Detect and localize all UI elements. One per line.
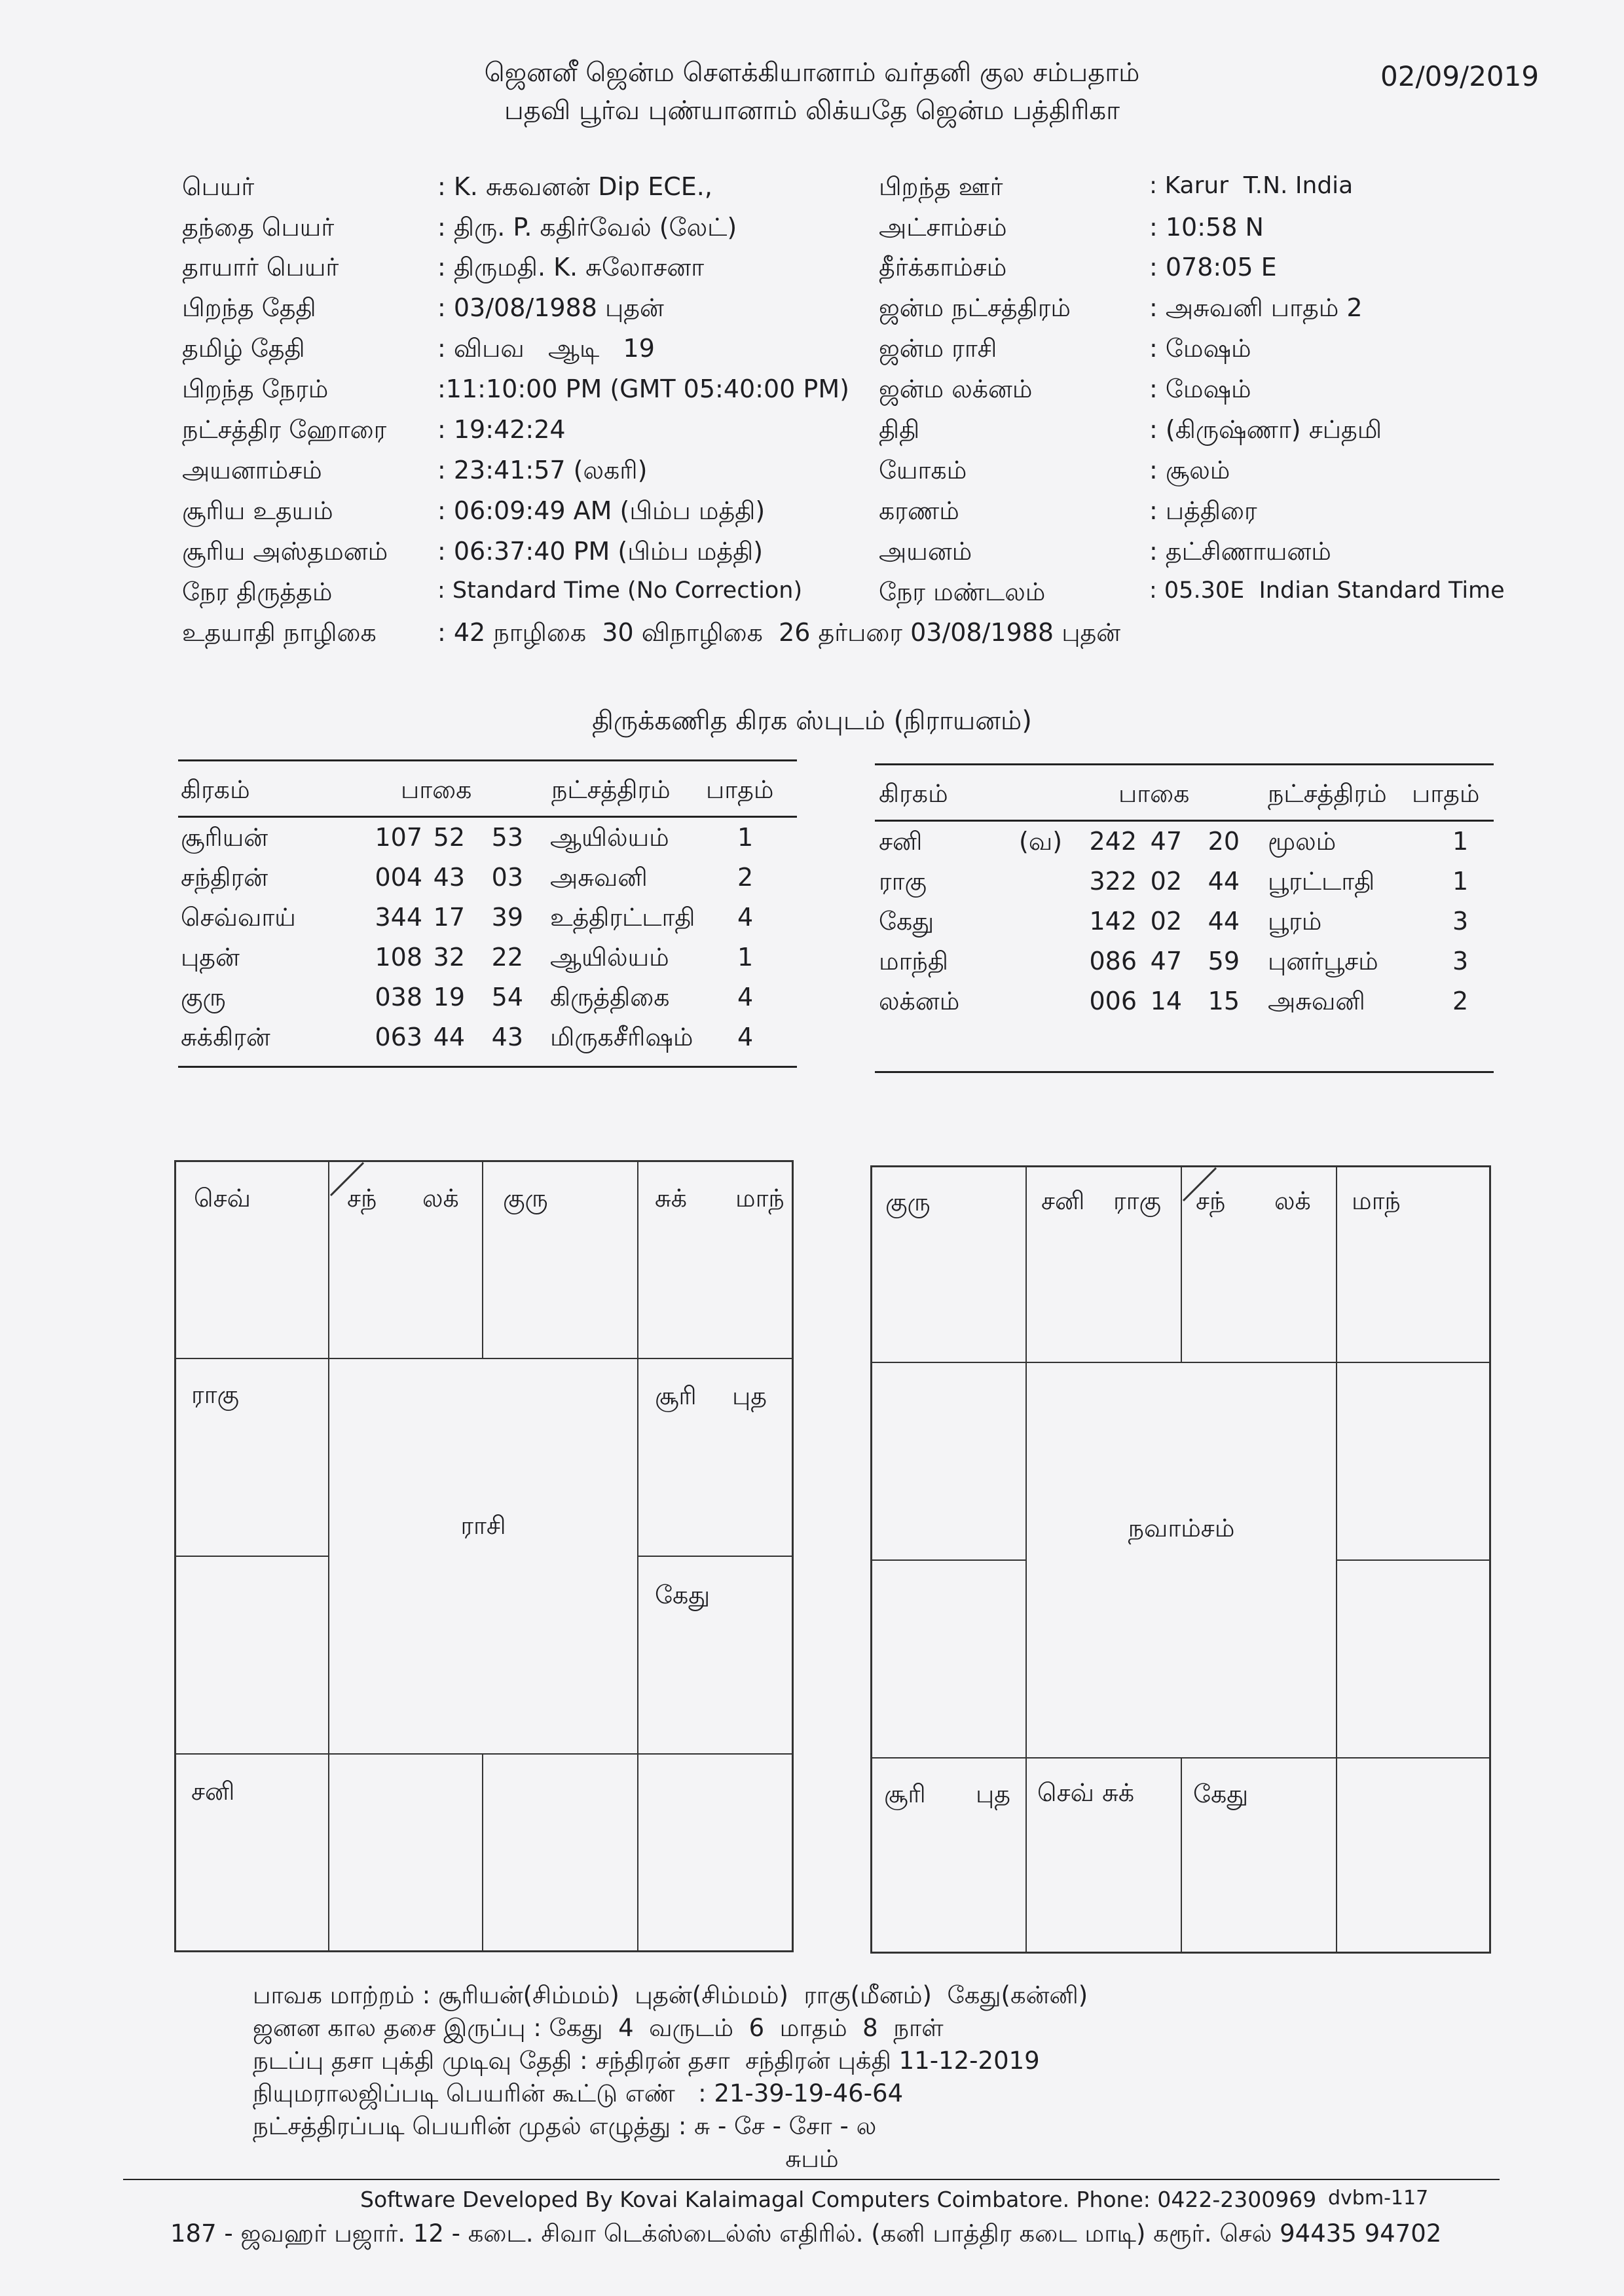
- house-virgo: [1336, 1757, 1491, 1954]
- bhava-change: பாவக மாற்றம் : சூரியன்(சிம்மம்) புதன்(சிம்மம்) ராகு(மீனம்) கேது(கன்னி): [253, 1981, 1088, 2009]
- degree-m: 43: [433, 863, 465, 892]
- planet-name: சந்திரன்: [181, 863, 268, 892]
- star-name: மூலம்: [1268, 827, 1337, 856]
- col-header-planet: கிரகம்: [181, 775, 250, 804]
- rasi-pisces-planets: செவ்: [194, 1184, 251, 1212]
- detail-value: : மேஷம்: [1149, 334, 1251, 363]
- house-capricorn: [174, 1556, 329, 1755]
- degree-s: 22: [491, 943, 523, 972]
- header-line-1: ஜெனனீ ஜென்ம செளக்கியானாம் வர்தனி குல சம்பதாம்: [484, 58, 1140, 88]
- degree-s: 15: [1208, 987, 1240, 1015]
- navamsa-center: [1025, 1362, 1337, 1758]
- detail-value: : Standard Time (No Correction): [437, 577, 803, 604]
- degree-d: 086: [1089, 947, 1137, 975]
- degree-d: 107: [375, 823, 422, 852]
- detail-label: சூரிய அஸ்தமனம்: [182, 537, 388, 566]
- current-dasa: நடப்பு தசா புக்தி முடிவு தேதி : சந்திரன் தசா சந்திரன் புக்தி 11-12-2019: [253, 2047, 1040, 2075]
- navamsa-sagittarius-planet-1: சூரி: [884, 1779, 926, 1808]
- degree-d: 108: [375, 943, 422, 972]
- table-rule: [178, 816, 797, 818]
- pada-value: 1: [1452, 827, 1469, 856]
- detail-value: :11:10:00 PM (GMT 05:40:00 PM): [437, 374, 849, 403]
- detail-value: : அசுவனி பாதம் 2: [1149, 293, 1363, 322]
- degree-d: 344: [375, 903, 422, 932]
- degree-d: 142: [1089, 907, 1137, 936]
- detail-value: : மேஷம்: [1149, 374, 1251, 403]
- rasi-aries-planet-2: லக்: [422, 1184, 459, 1212]
- software-credit: Software Developed By Kovai Kalaimagal Computers Coimbatore. Phone: 0422-2300969: [360, 2187, 1317, 2212]
- table-rule: [178, 759, 797, 761]
- detail-label: அயனாம்சம்: [182, 456, 322, 484]
- detail-label: திதி: [879, 415, 920, 444]
- house-scorpio: [328, 1753, 483, 1952]
- rasi-leo-planets: கேது: [655, 1580, 710, 1609]
- house-cancer: [1336, 1362, 1491, 1561]
- pada-value: 2: [1452, 987, 1469, 1015]
- detail-label: தீர்க்காம்சம்: [879, 253, 1007, 282]
- detail-value: : விபவ ஆடி 19: [437, 334, 655, 363]
- planet-name: மாந்தி: [879, 947, 948, 975]
- detail-label: நேர திருத்தம்: [182, 577, 333, 606]
- rasi-cancer-planet-1: சூரி: [655, 1381, 697, 1410]
- table-rule: [875, 820, 1494, 822]
- pada-value: 4: [737, 1023, 754, 1051]
- pada-value: 3: [1452, 907, 1469, 936]
- degree-m: 47: [1150, 827, 1182, 856]
- navamsa-libra-planets: கேது: [1193, 1779, 1249, 1808]
- detail-label: பிறந்த தேதி: [182, 293, 316, 322]
- navamsa-sagittarius-planet-2: புத: [976, 1779, 1011, 1808]
- degree-m: 19: [433, 983, 465, 1011]
- col-header-planet: கிரகம்: [879, 779, 948, 808]
- pada-value: 1: [737, 823, 754, 852]
- degree-d: 038: [375, 983, 422, 1011]
- planet-name: சனி: [879, 827, 923, 856]
- rasi-center-label: ராசி: [460, 1511, 506, 1540]
- retrograde-flag: (வ): [1019, 827, 1063, 856]
- detail-value: : K. சுகவனன் Dip ECE.,: [437, 172, 712, 201]
- planet-name: ராகு: [879, 867, 927, 896]
- detail-value: : 23:41:57 (லகரி): [437, 456, 648, 484]
- degree-s: 44: [1208, 867, 1240, 896]
- degree-s: 44: [1208, 907, 1240, 936]
- detail-label: தமிழ் தேதி: [182, 334, 305, 363]
- name-letters: நட்சத்திரப்படி பெயரின் முதல் எழுத்து : சு - சே - சோ - ல: [253, 2112, 877, 2140]
- detail-value: : (கிருஷ்ணா) சப்தமி: [1149, 415, 1382, 444]
- detail-value: : 10:58 N: [1149, 213, 1264, 242]
- star-name: மிருகசீரிஷம்: [550, 1023, 693, 1051]
- detail-label: ஜன்ம ராசி: [879, 334, 997, 363]
- detail-value: : 078:05 E: [1149, 253, 1277, 282]
- detail-label: தந்தை பெயர்: [182, 213, 335, 242]
- star-name: அசுவனி: [550, 863, 648, 892]
- navamsa-aries-planet-2: ராகு: [1113, 1186, 1162, 1215]
- table-rule: [875, 1071, 1494, 1073]
- detail-value: : Karur T.N. India: [1149, 172, 1354, 199]
- detail-value: : திரு. P. கதிர்வேல் (லேட்): [437, 213, 737, 242]
- navamsa-gemini-planets: மாந்: [1352, 1186, 1401, 1215]
- star-name: பூரம்: [1268, 907, 1322, 936]
- house-leo: [1336, 1559, 1491, 1758]
- document-code: dvbm-117: [1328, 2187, 1429, 2210]
- degree-m: 14: [1150, 987, 1182, 1015]
- degree-m: 32: [433, 943, 465, 972]
- pada-value: 4: [737, 983, 754, 1011]
- pada-value: 4: [737, 903, 754, 932]
- detail-value: : தட்சிணாயனம்: [1149, 537, 1331, 566]
- rasi-center: [328, 1358, 638, 1755]
- planet-name: குரு: [181, 983, 226, 1011]
- degree-m: 17: [433, 903, 465, 932]
- rasi-aries-planet-1: சந்: [347, 1184, 377, 1212]
- footer-rule: [123, 2179, 1500, 2180]
- degree-s: 20: [1208, 827, 1240, 856]
- detail-label: அயனம்: [879, 537, 972, 566]
- navamsa-taurus-planet-1: சந்: [1196, 1186, 1226, 1215]
- pada-value: 1: [1452, 867, 1469, 896]
- detail-value: : 06:09:49 AM (பிம்ப மத்தி): [437, 496, 766, 525]
- detail-label: நட்சத்திர ஹோரை: [182, 415, 387, 444]
- detail-label: கரணம்: [879, 496, 959, 525]
- navamsa-aries-planet-1: சனி: [1041, 1186, 1085, 1215]
- detail-label: ஜன்ம நட்சத்திரம்: [879, 293, 1071, 322]
- table-rule: [875, 763, 1494, 765]
- detail-label: பிறந்த நேரம்: [182, 374, 329, 403]
- detail-label: நேர மண்டலம்: [879, 577, 1046, 606]
- detail-value: : திருமதி. K. சுலோசனா: [437, 253, 705, 282]
- header-line-2: பதவி பூர்வ புண்யானாம் லிக்யதே ஜென்ம பத்திரிகா: [504, 96, 1120, 126]
- planet-name: புதன்: [181, 943, 240, 972]
- detail-label: தாயார் பெயர்: [182, 253, 339, 282]
- numerology: நியுமராலஜிப்படி பெயரின் கூட்டு எண் : 21-39-19-46-64: [253, 2079, 904, 2107]
- rasi-sagittarius-planets: சனி: [191, 1777, 235, 1806]
- col-header-pada: பாதம்: [1412, 779, 1480, 808]
- detail-value: : 19:42:24: [437, 415, 566, 444]
- navamsa-scorpio-planets: செவ் சுக்: [1037, 1778, 1135, 1807]
- degree-m: 44: [433, 1023, 465, 1051]
- planet-name: கேது: [879, 907, 934, 936]
- planet-name: சூரியன்: [181, 823, 268, 852]
- degree-d: 242: [1089, 827, 1137, 856]
- rasi-gemini-planet-2: மாந்: [735, 1184, 784, 1212]
- house-aquarius: [870, 1362, 1027, 1561]
- pada-value: 1: [737, 943, 754, 972]
- address-line: 187 - ஜவஹர் பஜார். 12 - கடை. சிவா டெக்ஸ்டைல்ஸ் எதிரில். (கனி பாத்திர கடை மாடி) கரூர். செல் 94435 94702: [170, 2219, 1442, 2248]
- detail-value: : 05.30E Indian Standard Time: [1149, 577, 1505, 604]
- col-header-star: நட்சத்திரம்: [551, 775, 671, 804]
- star-name: ஆயில்யம்: [550, 943, 669, 972]
- detail-label: அட்சாம்சம்: [879, 213, 1007, 242]
- house-libra: [482, 1753, 638, 1952]
- star-name: பூரட்டாதி: [1268, 867, 1375, 896]
- degree-d: 063: [375, 1023, 422, 1051]
- planet-name: லக்னம்: [879, 987, 960, 1015]
- navamsa-pisces-planets: குரு: [885, 1188, 931, 1216]
- detail-label: யோகம்: [879, 456, 967, 484]
- star-name: உத்திரட்டாதி: [550, 903, 695, 932]
- planet-name: செவ்வாய்: [181, 903, 296, 932]
- print-date: 02/09/2019: [1380, 60, 1540, 92]
- detail-label: பிறந்த ஊர்: [879, 172, 1003, 201]
- rasi-cancer-planet-2: புத: [732, 1381, 767, 1410]
- planet-name: சுக்கிரன்: [181, 1023, 270, 1051]
- col-header-pada: பாதம்: [706, 775, 774, 804]
- star-name: கிருத்திகை: [550, 983, 670, 1011]
- detail-label: பெயர்: [182, 172, 255, 201]
- col-header-degree: பாகை: [1118, 779, 1190, 808]
- navamsa-center-label: நவாம்சம்: [1128, 1514, 1235, 1542]
- detail-value: : பத்திரை: [1149, 496, 1257, 525]
- degree-s: 53: [491, 823, 523, 852]
- star-name: புனர்பூசம்: [1268, 947, 1378, 975]
- dasa-balance: ஜனன கால தசை இருப்பு : கேது 4 வருடம் 6 மாதம் 8 நாள்: [253, 2014, 944, 2042]
- degree-m: 47: [1150, 947, 1182, 975]
- star-name: ஆயில்யம்: [550, 823, 669, 852]
- rasi-gemini-planet-1: சுக்: [655, 1184, 688, 1212]
- degree-s: 39: [491, 903, 523, 932]
- col-header-star: நட்சத்திரம்: [1268, 779, 1387, 808]
- degree-m: 02: [1150, 867, 1182, 896]
- rasi-aquarius-planets: ராகு: [191, 1380, 240, 1409]
- rasi-taurus-planets: குரு: [503, 1184, 548, 1212]
- degree-s: 59: [1208, 947, 1240, 975]
- degree-m: 52: [433, 823, 465, 852]
- detail-label: உதயாதி நாழிகை: [182, 618, 377, 647]
- degree-s: 54: [491, 983, 523, 1011]
- detail-label: சூரிய உதயம்: [182, 496, 333, 525]
- star-name: அசுவனி: [1268, 987, 1365, 1015]
- degree-d: 322: [1089, 867, 1137, 896]
- detail-value: : சூலம்: [1149, 456, 1230, 484]
- col-header-degree: பாகை: [401, 775, 472, 804]
- detail-value: : 42 நாழிகை 30 விநாழிகை 26 தர்பரை 03/08/1988 புதன்: [437, 618, 1121, 647]
- table-rule: [178, 1066, 797, 1068]
- detail-value: : 06:37:40 PM (பிம்ப மத்தி): [437, 537, 764, 566]
- degree-s: 03: [491, 863, 523, 892]
- navamsa-taurus-planet-2: லக்: [1274, 1186, 1311, 1215]
- degree-d: 006: [1089, 987, 1137, 1015]
- degree-d: 004: [375, 863, 422, 892]
- pada-value: 2: [737, 863, 754, 892]
- detail-value: : 03/08/1988 புதன்: [437, 293, 664, 322]
- house-virgo: [637, 1753, 794, 1952]
- house-capricorn: [870, 1559, 1027, 1758]
- pada-value: 3: [1452, 947, 1469, 975]
- degree-s: 43: [491, 1023, 523, 1051]
- degree-m: 02: [1150, 907, 1182, 936]
- planet-table-title: திருக்கணித கிரக ஸ்புடம் (நிராயனம்): [592, 706, 1032, 736]
- detail-label: ஜன்ம லக்னம்: [879, 374, 1033, 403]
- blessing: சுபம்: [785, 2145, 839, 2173]
